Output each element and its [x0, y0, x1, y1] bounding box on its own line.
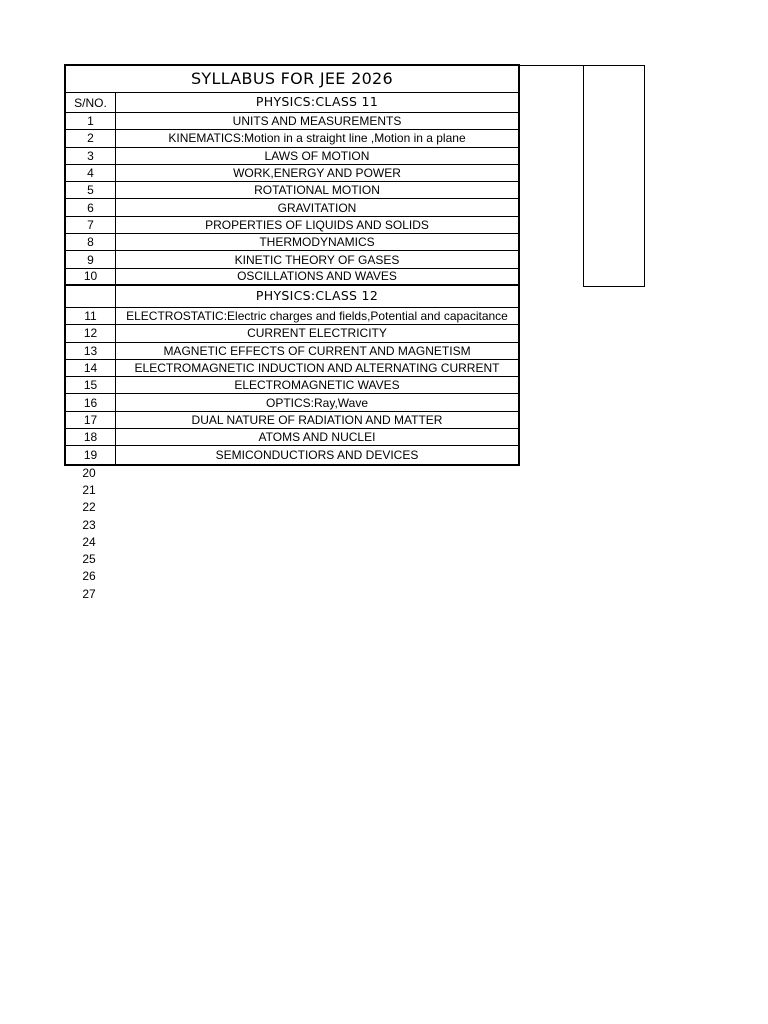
table-row — [66, 412, 518, 429]
row-serial-number: 18 — [66, 429, 116, 445]
row-serial-number: 8 — [66, 234, 116, 250]
section-sno-empty — [66, 286, 116, 307]
table-row — [66, 148, 518, 165]
row-topic: ATOMS AND NUCLEI — [258, 430, 376, 445]
table-row — [66, 269, 518, 286]
class12-section-row — [66, 286, 518, 308]
row-topic: SEMICONDUCTIORS AND DEVICES — [215, 447, 419, 462]
row-serial-number: 9 — [66, 251, 116, 267]
sno-header: S/NO. — [66, 93, 116, 112]
table-row — [66, 199, 518, 216]
row-topic: ELECTROMAGNETIC INDUCTION AND ALTERNATING CURRENT — [134, 361, 500, 375]
table-row — [66, 130, 518, 147]
class12-header: PHYSICS:CLASS 12 — [255, 288, 379, 304]
row-topic: KINETIC THEORY OF GASES — [234, 252, 400, 267]
syllabus-table — [64, 64, 520, 466]
table-row — [66, 113, 518, 130]
row-topic: LAWS OF MOTION — [264, 148, 370, 163]
side-empty-box — [583, 65, 645, 287]
row-serial-number: 14 — [66, 360, 116, 376]
class11-rows — [66, 113, 518, 286]
row-topic: MAGNETIC EFFECTS OF CURRENT AND MAGNETISM — [163, 343, 471, 358]
row-serial-number: 11 — [66, 308, 116, 324]
table-row — [66, 360, 518, 377]
row-serial-number: 3 — [66, 148, 116, 164]
row-topic: ELECTROMAGNETIC WAVES — [234, 378, 400, 393]
class12-rows — [66, 308, 518, 464]
table-row — [66, 165, 518, 182]
row-topic: OSCILLATIONS AND WAVES — [237, 269, 397, 284]
row-serial-number: 12 — [66, 325, 116, 341]
row-topic: ELECTROSTATIC:Electric charges and fields,Potential and capacitance — [126, 309, 508, 324]
row-topic: PROPERTIES OF LIQUIDS AND SOLIDS — [205, 217, 429, 232]
extra-serial-number: 26 — [82, 569, 96, 584]
row-serial-number: 2 — [66, 130, 116, 146]
table-row — [66, 394, 518, 411]
row-topic: OPTICS:Ray,Wave — [265, 395, 369, 410]
row-topic: CURRENT ELECTRICITY — [247, 326, 387, 341]
table-row — [66, 234, 518, 251]
table-row — [66, 377, 518, 394]
header-row — [66, 93, 518, 113]
title-row — [66, 66, 518, 93]
row-topic: ROTATIONAL MOTION — [254, 183, 380, 198]
row-topic: WORK,ENERGY AND POWER — [233, 166, 401, 181]
row-serial-number: 7 — [66, 217, 116, 233]
extra-serial-number: 23 — [82, 517, 96, 532]
row-serial-number: 16 — [66, 394, 116, 410]
table-row — [66, 308, 518, 325]
side-connector-line — [520, 65, 583, 66]
row-serial-number: 13 — [66, 343, 116, 359]
row-serial-number: 5 — [66, 182, 116, 198]
table-row — [66, 343, 518, 360]
table-row — [66, 217, 518, 234]
table-row — [66, 446, 518, 463]
row-serial-number: 17 — [66, 412, 116, 428]
row-topic: UNITS AND MEASUREMENTS — [232, 114, 402, 129]
table-row — [66, 182, 518, 199]
row-topic: GRAVITATION — [277, 200, 357, 215]
extra-serial-number: 27 — [82, 586, 96, 601]
class11-header: PHYSICS:CLASS 11 — [255, 94, 379, 110]
row-serial-number: 15 — [66, 377, 116, 393]
extra-serial-number: 22 — [82, 500, 96, 515]
extra-serial-numbers — [64, 464, 114, 602]
row-serial-number: 1 — [66, 113, 116, 129]
row-serial-number: 19 — [66, 446, 116, 463]
row-serial-number: 4 — [66, 165, 116, 181]
table-row — [66, 251, 518, 268]
extra-serial-number: 20 — [82, 465, 96, 480]
row-topic: DUAL NATURE OF RADIATION AND MATTER — [191, 412, 443, 427]
row-topic: THERMODYNAMICS — [259, 235, 375, 250]
table-row — [66, 429, 518, 446]
extra-serial-number: 21 — [82, 482, 96, 497]
extra-serial-number: 25 — [82, 552, 96, 567]
extra-serial-number: 24 — [82, 534, 96, 549]
row-serial-number: 10 — [66, 269, 116, 284]
row-topic: KINEMATICS:Motion in a straight line ,Motion in a plane — [168, 131, 466, 146]
table-title: SYLLABUS FOR JEE 2026 — [190, 69, 394, 88]
row-serial-number: 6 — [66, 199, 116, 215]
table-row — [66, 325, 518, 342]
